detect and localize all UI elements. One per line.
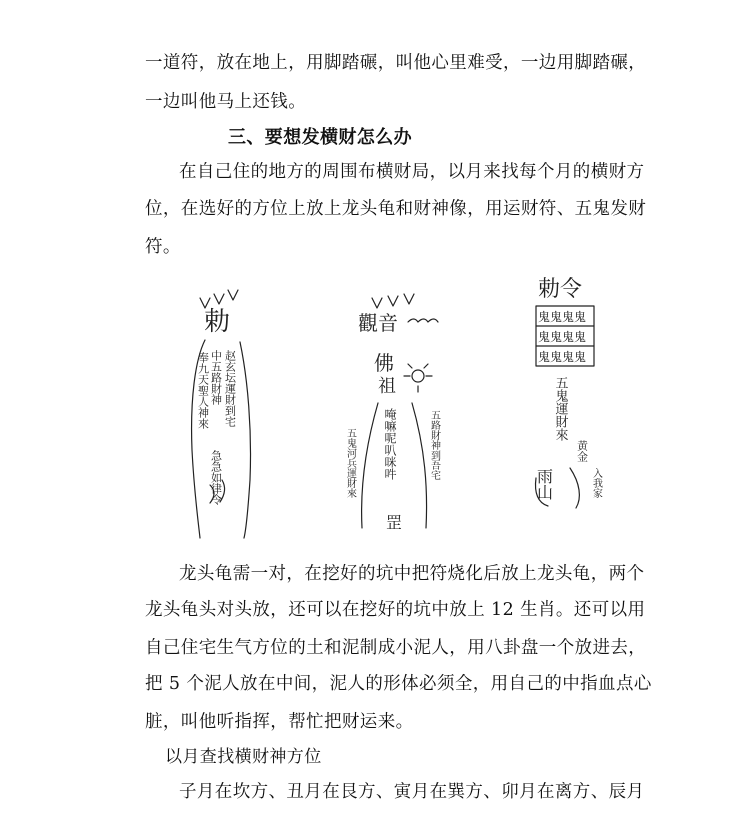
paragraph-line: 在自己住的地方的周围布横财局，以月来找每个月的横财方: [179, 162, 645, 182]
paragraph-line: 子月在坎方、丑月在艮方、寅月在巽方、卯月在离方、辰月: [179, 782, 645, 802]
talisman-1-col-left: 奉九天聖人神來: [196, 352, 210, 429]
paragraph-line: 龙头龟头对头放，还可以在挖好的坑中放上 12 生肖。还可以用: [145, 600, 646, 620]
section-heading: 三、要想发横财怎么办: [228, 127, 412, 148]
talisman-2-top-glyph: 觀音: [358, 311, 398, 335]
talisman-1-col-right: 赵玄坛運財到宅: [223, 350, 237, 427]
talisman-figure-3: [520, 268, 630, 538]
talisman-3-extra: 入我家: [590, 468, 602, 498]
paragraph-line: 自己住宅生气方位的土和泥制成小泥人，用八卦盘一个放进去，: [145, 638, 647, 658]
talisman-figure-1: [170, 280, 290, 550]
talisman-3-bottom: 雨山: [534, 468, 554, 500]
talisman-2-line2: 佛: [374, 351, 394, 375]
paragraph-line: 龙头龟需一对，在挖好的坑中把符烧化后放上龙头龟，两个: [179, 564, 645, 584]
talisman-3-grid-row: 鬼鬼鬼鬼: [538, 350, 587, 364]
paragraph-line: 符。: [145, 237, 181, 257]
talisman-1-col-mid: 中五路財神: [209, 350, 223, 405]
talisman-2-line3: 祖: [378, 376, 396, 397]
talisman-2-col-right: 五路財神到吾宅: [428, 410, 440, 480]
talisman-2-bottom-glyph: 罡: [386, 513, 403, 532]
talisman-3-grid-row: 鬼鬼鬼鬼: [538, 310, 587, 324]
paragraph-line: 一道符，放在地上，用脚踏碾，叫他心里难受，一边用脚踏碾，: [145, 53, 647, 73]
talisman-3-top-glyph: 勅令: [538, 277, 583, 302]
talisman-1-top-glyph: 勅: [204, 307, 231, 337]
talisman-3-side: 黄金: [575, 440, 589, 462]
subheading: 以月查找横财神方位: [165, 747, 322, 767]
paragraph-line: 位，在选好的方位上放上龙头龟和财神像，用运财符、五鬼发财: [145, 199, 647, 219]
talisman-2-mantra: 唵嘛呢叭咪吽: [383, 408, 397, 480]
talisman-1-extra: 急急如律令: [209, 450, 223, 505]
talisman-2-col-left: 五鬼河兵運財來: [344, 428, 356, 498]
talisman-3-grid-row: 鬼鬼鬼鬼: [538, 330, 587, 344]
paragraph-line: 一边叫他马上还钱。: [145, 92, 307, 112]
talisman-3-col: 五鬼運財來: [552, 376, 568, 441]
talisman-figure-2: [330, 278, 470, 548]
paragraph-line: 把 5 个泥人放在中间，泥人的形体必须全，用自己的中指血点心: [145, 674, 652, 694]
paragraph-line: 脏，叫他听指挥，帮忙把财运来。: [145, 712, 414, 732]
